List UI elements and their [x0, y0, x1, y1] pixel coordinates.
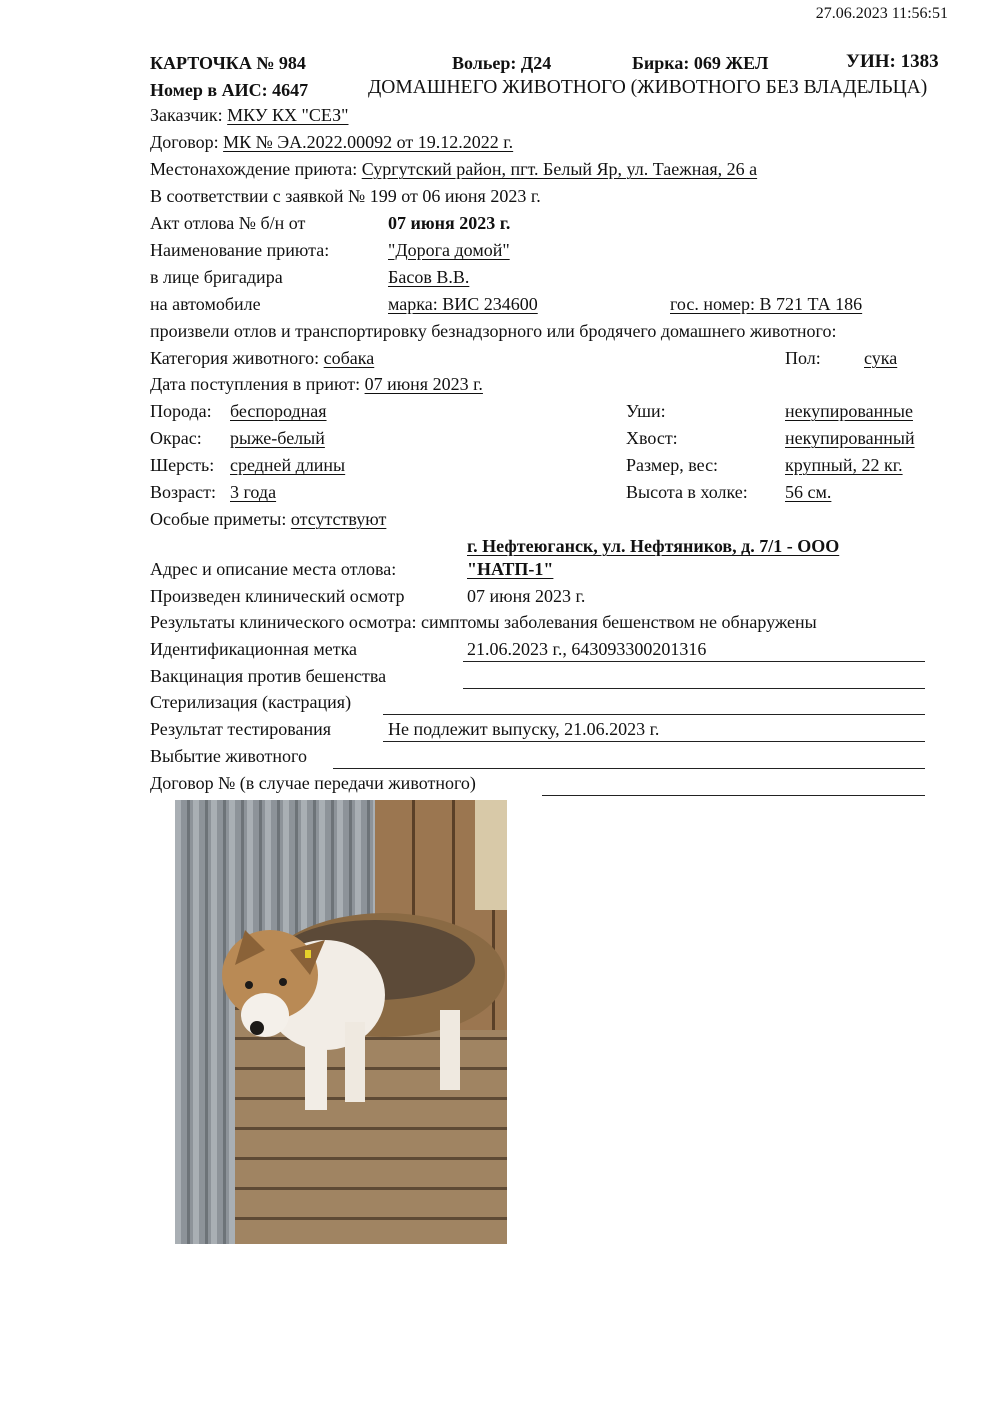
departure-label: Выбытие животного [150, 746, 307, 766]
ears-label: Уши: [626, 401, 666, 421]
exam-results-value: симптомы заболевания бешенством не обнаружены [421, 612, 817, 632]
vehicle-label: на автомобиле [150, 294, 261, 314]
sterilization-line [383, 714, 925, 715]
id-mark-value: 21.06.2023 г., 643093300201316 [467, 639, 707, 659]
id-mark-label: Идентификационная метка [150, 639, 358, 659]
sex-value: сука [864, 348, 898, 368]
arrival-value: 07 июня 2023 г. [364, 374, 483, 394]
card-number: КАРТОЧКА № 984 [150, 53, 306, 73]
customer-row [150, 104, 349, 126]
customer-label: Заказчик: [150, 105, 223, 125]
ais-number: Номер в АИС: 4647 [150, 80, 309, 100]
vaccination-label: Вакцинация против бешенства [150, 666, 387, 686]
category-value: собака [323, 348, 375, 368]
arrival-label: Дата поступления в приют: [150, 374, 361, 394]
sex-label: Пол: [785, 348, 821, 368]
catch-act-date: 07 июня 2023 г. [388, 213, 511, 233]
shelter-location-row [150, 158, 757, 180]
size-value: крупный, 22 кг. [785, 455, 903, 475]
tail-value: некупированный [785, 428, 915, 448]
uin: УИН: 1383 [846, 51, 939, 72]
statement-line: произвели отлов и транспортировку безнадзорного или бродячего домашнего животного: [150, 321, 837, 341]
test-result-label: Результат тестирования [150, 719, 331, 739]
dog-photo [175, 800, 507, 1244]
vaccination-line [463, 688, 925, 689]
contract-label: Договор: [150, 132, 219, 152]
exam-results-label: Результаты клинического осмотра: [150, 612, 417, 632]
tail-label: Хвост: [626, 428, 678, 448]
enclosure: Вольер: Д24 [452, 53, 552, 73]
request-line: В соответствии с заявкой № 199 от 06 июня 2023 г. [150, 186, 541, 206]
exam-date: 07 июня 2023 г. [467, 586, 586, 606]
exam-label: Произведен клинический осмотр [150, 586, 405, 606]
catch-address-line2: "НАТП-1" [467, 559, 554, 579]
color-value: рыже-белый [230, 428, 325, 448]
departure-line [333, 768, 925, 769]
marks-value: отсутствуют [290, 509, 387, 529]
brigadier-value: Басов В.В. [388, 267, 470, 287]
shelter-name-value: "Дорога домой" [388, 240, 510, 260]
coat-value: средней длины [230, 455, 346, 475]
shelter-location-value: Сургутский район, пгт. Белый Яр, ул. Таежная, 26 а [361, 159, 758, 179]
vehicle-model: марка: ВИС 234600 [388, 294, 538, 314]
exam-results-row [150, 611, 817, 633]
catch-address-label: Адрес и описание места отлова: [150, 559, 397, 579]
brigadier-label: в лице бригадира [150, 267, 283, 287]
shelter-name-label: Наименование приюта: [150, 240, 330, 260]
breed-label: Порода: [150, 401, 212, 421]
sterilization-label: Стерилизация (кастрация) [150, 692, 352, 712]
tag: Бирка: 069 ЖЕЛ [632, 53, 769, 73]
contract-value: МК № ЭА.2022.00092 от 19.12.2022 г. [223, 132, 514, 152]
category-row [150, 347, 374, 369]
age-label: Возраст: [150, 482, 216, 502]
height-label: Высота в холке: [626, 482, 748, 502]
coat-label: Шерсть: [150, 455, 215, 475]
contract-row [150, 131, 513, 153]
category-label: Категория животного: [150, 348, 320, 368]
shelter-location-label: Местонахождение приюта: [150, 159, 358, 179]
catch-act-label: Акт отлова № б/н от [150, 213, 306, 233]
print-timestamp: 27.06.2023 11:56:51 [815, 5, 948, 22]
id-mark-line [463, 661, 925, 662]
size-label: Размер, вес: [626, 455, 719, 475]
catch-address-line1: г. Нефтеюганск, ул. Нефтяников, д. 7/1 - ООО [467, 536, 840, 556]
customer-value: МКУ КХ "СЕЗ" [227, 105, 349, 125]
document-title: ДОМАШНЕГО ЖИВОТНОГО (ЖИВОТНОГО БЕЗ ВЛАДЕЛЬЦА) [368, 77, 928, 98]
vehicle-plate: гос. номер: В 721 ТА 186 [670, 294, 863, 314]
color-label: Окрас: [150, 428, 202, 448]
arrival-row [150, 373, 483, 395]
transfer-contract-label: Договор № (в случае передачи животного) [150, 773, 476, 793]
age-value: 3 года [230, 482, 277, 502]
height-value: 56 см. [785, 482, 832, 502]
transfer-contract-line [542, 795, 925, 796]
breed-value: беспородная [230, 401, 327, 421]
marks-row [150, 508, 386, 530]
marks-label: Особые приметы: [150, 509, 287, 529]
test-result-value: Не подлежит выпуску, 21.06.2023 г. [388, 719, 660, 739]
test-result-line [383, 741, 925, 742]
ears-value: некупированные [785, 401, 913, 421]
